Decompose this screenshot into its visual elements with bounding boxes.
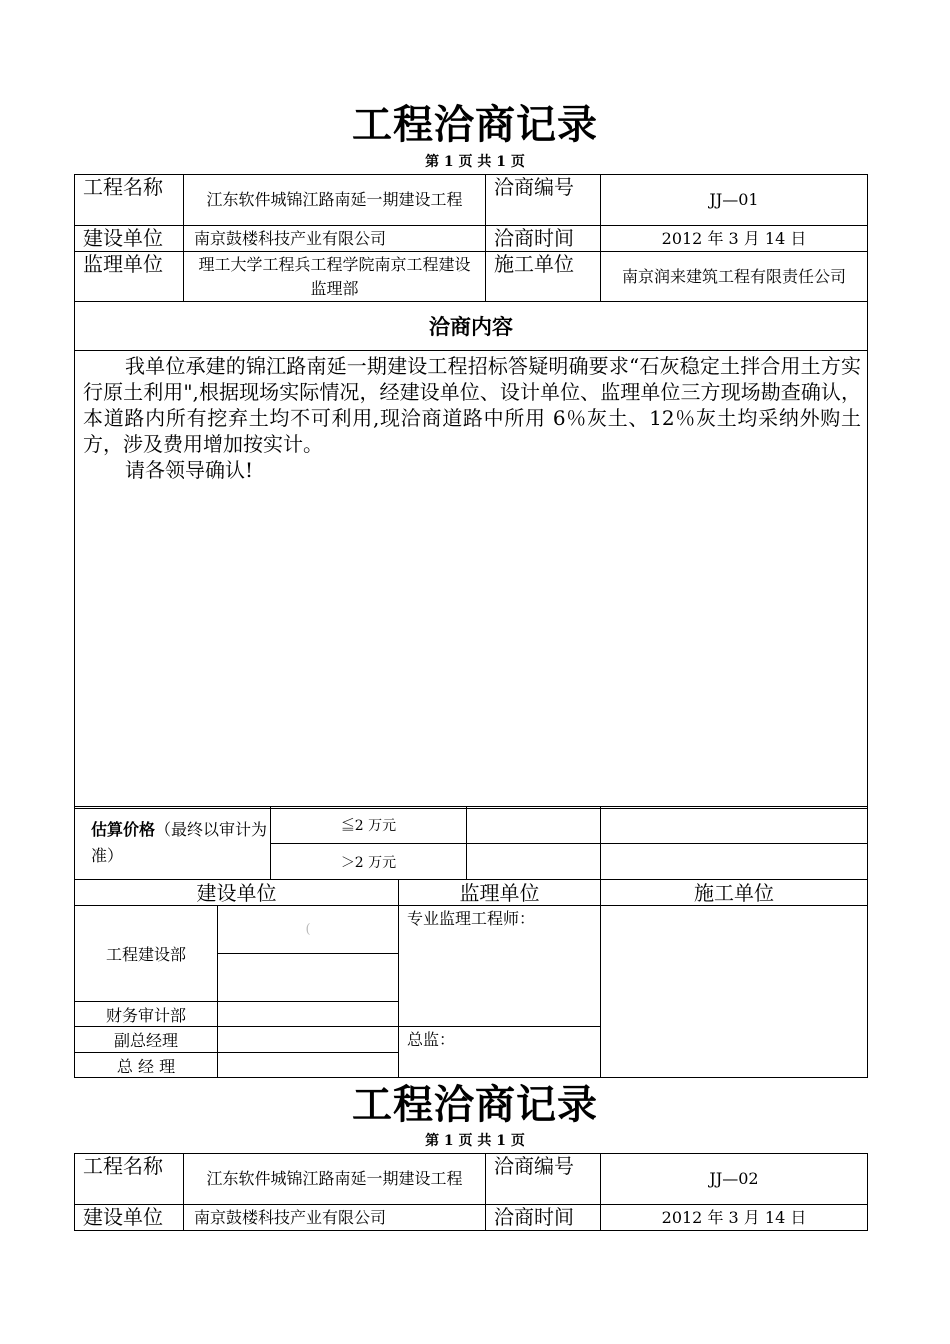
project-name-value: 江东软件城锦江路南延一期建设工程 bbox=[184, 175, 486, 226]
negotiation-no-label: 洽商编号 bbox=[486, 1154, 601, 1205]
contractor-sign-cell bbox=[601, 906, 868, 1078]
negotiation-time-value: 2012 年 3 月 14 日 bbox=[601, 1205, 868, 1231]
finance-dept-label: 财务审计部 bbox=[75, 1002, 218, 1027]
builder-value: 南京鼓楼科技产业有限公司 bbox=[184, 226, 486, 252]
builder-value: 南京鼓楼科技产业有限公司 bbox=[184, 1205, 486, 1231]
estimate-cell bbox=[601, 844, 868, 880]
negotiation-time-value: 2012 年 3 月 14 日 bbox=[601, 226, 868, 252]
contractor-value: 南京润来建筑工程有限责任公司 bbox=[601, 252, 868, 302]
deputy-gm-label: 副总经理 bbox=[75, 1027, 218, 1053]
page-info: 第 1 页 共 1 页 bbox=[425, 1133, 525, 1149]
signature-cell bbox=[218, 1053, 399, 1078]
contractor-column-head: 施工单位 bbox=[601, 880, 868, 906]
estimate-range-high: ＞2 万元 bbox=[271, 844, 467, 880]
content-paragraph: 请各领导确认! bbox=[125, 458, 254, 482]
contractor-label: 施工单位 bbox=[486, 252, 601, 302]
supervisor-column-head: 监理单位 bbox=[399, 880, 601, 906]
negotiation-time-label: 洽商时间 bbox=[486, 226, 601, 252]
signature-cell bbox=[218, 1002, 399, 1027]
signature-cell bbox=[218, 954, 399, 1002]
builder-label: 建设单位 bbox=[75, 1205, 184, 1231]
negotiation-no-label: 洽商编号 bbox=[486, 175, 601, 226]
signature-cell bbox=[218, 1027, 399, 1053]
supervisor-label: 监理单位 bbox=[75, 252, 184, 302]
estimate-label bbox=[75, 807, 271, 880]
gm-label: 总 经 理 bbox=[75, 1053, 218, 1078]
estimate-label-note: （最终以审计为准） bbox=[91, 820, 268, 865]
signature-cell: ( bbox=[218, 906, 399, 954]
negotiation-time-label: 洽商时间 bbox=[486, 1205, 601, 1231]
record-header-table bbox=[74, 1153, 868, 1231]
estimate-table bbox=[74, 806, 868, 880]
builder-label: 建设单位 bbox=[75, 226, 184, 252]
project-name-label: 工程名称 bbox=[75, 175, 184, 226]
estimate-range-low: ≦2 万元 bbox=[271, 807, 467, 844]
supervising-engineer-cell: 专业监理工程师： bbox=[399, 906, 601, 1027]
signoff-table bbox=[74, 879, 868, 1078]
estimate-cell bbox=[601, 807, 868, 844]
estimate-label-bold: 估算价格 bbox=[91, 820, 156, 839]
eng-dept-label: 工程建设部 bbox=[75, 906, 218, 1002]
project-name-value: 江东软件城锦江路南延一期建设工程 bbox=[184, 1154, 486, 1205]
estimate-cell bbox=[467, 844, 601, 880]
record-header-table bbox=[74, 174, 868, 809]
estimate-cell bbox=[467, 807, 601, 844]
chief-supervisor-cell: 总监： bbox=[399, 1027, 601, 1078]
page-info: 第 1 页 共 1 页 bbox=[425, 154, 525, 170]
negotiation-no-value: JJ—02 bbox=[601, 1154, 868, 1205]
supervisor-value: 理工大学工程兵工程学院南京工程建设监理部 bbox=[184, 252, 486, 302]
content-heading: 洽商内容 bbox=[75, 302, 868, 351]
project-name-label: 工程名称 bbox=[75, 1154, 184, 1205]
record-title: 工程洽商记录 bbox=[352, 102, 598, 148]
content-paragraph: 我单位承建的锦江路南延一期建设工程招标答疑明确要求“石灰稳定土拌合用土方实行原土利用",根据现场实际情况，经建设单位、设计单位、监理单位三方现场勘查确认，本道路内所有挖弃土均不可利用,现洽商道路中所用 6％灰土、12％灰土均采纳外购土方，涉及费用增加按实计。 bbox=[83, 354, 861, 456]
builder-column-head: 建设单位 bbox=[75, 880, 399, 906]
negotiation-no-value: JJ—01 bbox=[601, 175, 868, 226]
record-title: 工程洽商记录 bbox=[352, 1082, 598, 1128]
content-body bbox=[75, 351, 868, 809]
